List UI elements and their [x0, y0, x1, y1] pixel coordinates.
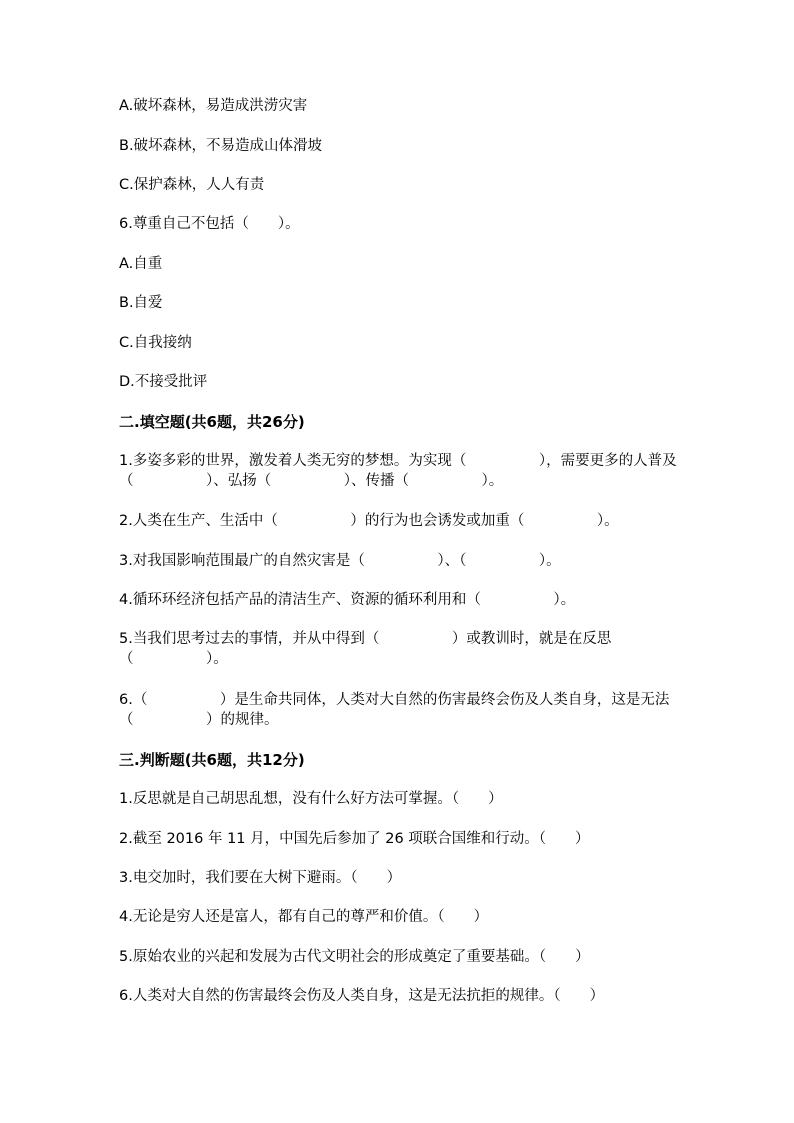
true-false-item: 1.反思就是自己胡思乱想，没有什么好方法可掌握。（ ） [119, 791, 503, 807]
fill-blank-item: 2.人类在生产、生活中（ ）的行为也会诱发或加重（ ）。 [119, 513, 619, 529]
true-false-item: 3.电交加时，我们要在大树下避雨。（ ） [119, 870, 402, 886]
q6-option-c: C.自我接纳 [119, 335, 192, 351]
q6-option-d: D.不接受批评 [119, 374, 208, 390]
section-fill-blank-title: 二.填空题(共6题，共26分) [119, 413, 305, 431]
fill-blank-item: 6.（ ）是生命共同体，人类对大自然的伤害最终会伤及人类自身，这是无法（ ）的规律。 [119, 692, 670, 728]
q6-stem: 6.尊重自己不包括（ ）。 [119, 216, 300, 232]
fill-blank-item: 5.当我们思考过去的事情，并从中得到（ ）或教训时，就是在反思（ ）。 [119, 631, 612, 667]
true-false-item: 6.人类对大自然的伤害最终会伤及人类自身，这是无法抗拒的规律。（ ） [119, 988, 605, 1004]
fill-blank-item: 1.多姿多彩的世界，激发着人类无穷的梦想。为实现（ ），需要更多的人普及（ ）、弘扬（ ）、传播（ ）。 [119, 453, 677, 489]
true-false-item: 2.截至 2016 年 11 月，中国先后参加了 26 项联合国维和行动。（ ） [119, 831, 590, 847]
q5-option-b: B.破坏森林，不易造成山体滑坡 [119, 138, 323, 154]
true-false-item: 5.原始农业的兴起和发展为古代文明社会的形成奠定了重要基础。（ ） [119, 949, 590, 965]
q5-option-a: A.破坏森林，易造成洪涝灾害 [119, 98, 308, 114]
q6-option-b: B.自爱 [119, 295, 163, 311]
q5-option-c: C.保护森林，人人有责 [119, 177, 265, 193]
section-true-false-title: 三.判断题(共6题，共12分) [119, 751, 305, 769]
fill-blank-item: 4.循环环经济包括产品的清洁生产、资源的循环利用和（ ）。 [119, 592, 576, 608]
q6-option-a: A.自重 [119, 256, 163, 272]
fill-blank-item: 3.对我国影响范围最广的自然灾害是（ ）、（ ）。 [119, 553, 561, 569]
true-false-item: 4.无论是穷人还是富人，都有自己的尊严和价值。（ ） [119, 909, 489, 925]
